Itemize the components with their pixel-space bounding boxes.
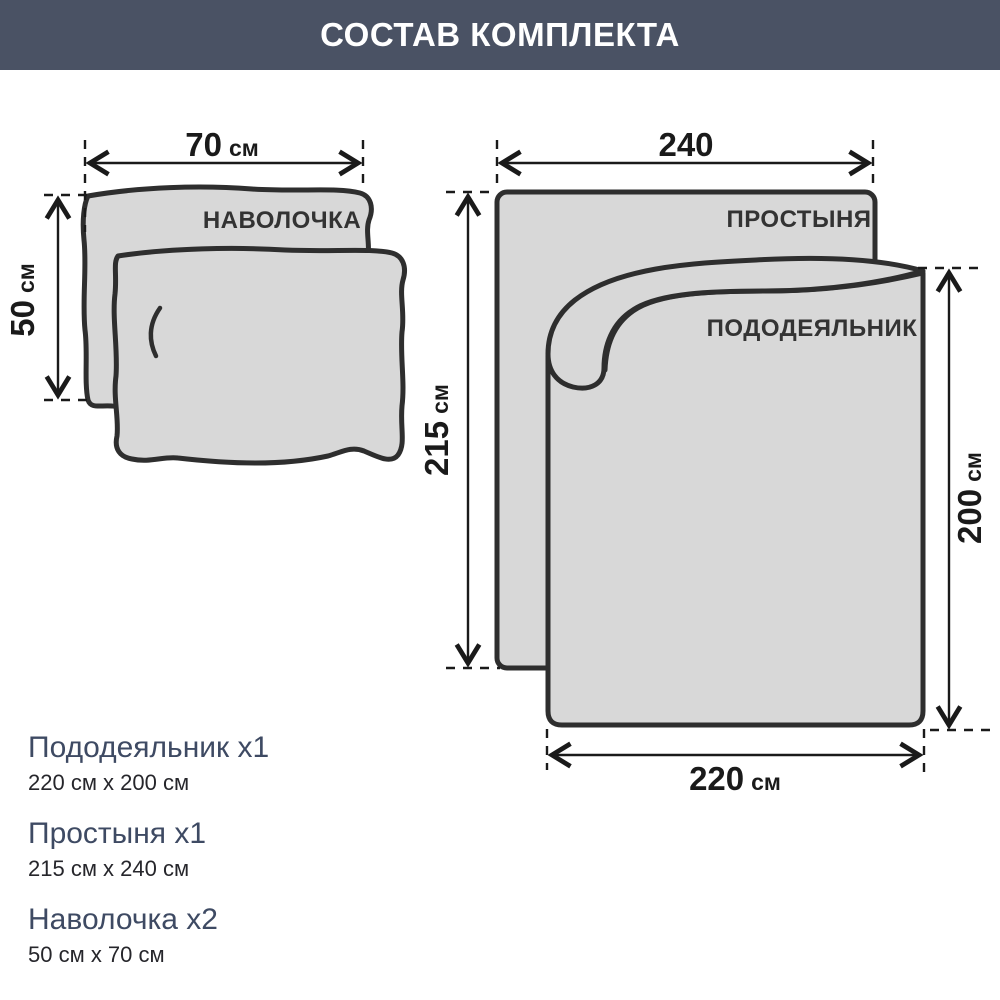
legend-item-name: Наволочка x2 xyxy=(28,903,218,936)
legend-item-size: 220 см x 200 см xyxy=(28,770,190,795)
legend-item-name: Простыня x1 xyxy=(28,817,207,850)
duvet-height-dimension xyxy=(918,268,993,730)
sheet-label: ПРОСТЫНЯ xyxy=(726,206,872,233)
pillow-height-value: 50см xyxy=(4,263,41,337)
duvet-width-value: 220 см xyxy=(689,760,781,797)
duvet-group xyxy=(548,258,923,725)
sheet-width-value: 240 xyxy=(658,126,714,163)
legend-item-duvet xyxy=(28,730,269,797)
sheet-height-dimension xyxy=(418,192,500,668)
sheet-width-dimension xyxy=(497,126,873,186)
duvet-label: ПОДОДЕЯЛЬНИК xyxy=(706,315,918,342)
pillowcase-label: НАВОЛОЧКА xyxy=(202,207,362,234)
legend-item-size: 215 см x 240 см xyxy=(28,856,190,881)
pillow-height-dimension xyxy=(4,195,93,400)
legend-item-sheet xyxy=(28,816,269,883)
legend-item-size: 50 см x 70 см xyxy=(28,942,165,967)
duvet-height-value: 200см xyxy=(951,452,988,544)
page-title: СОСТАВ КОМПЛЕКТА xyxy=(320,16,680,53)
legend-item-pillowcase xyxy=(28,902,269,969)
sheet-height-value: 215см xyxy=(418,384,455,476)
legend-list xyxy=(28,730,269,988)
legend-item-name: Пододеяльник x1 xyxy=(28,731,270,764)
duvet-width-dimension xyxy=(547,729,924,797)
pillow-width-value: 70 см xyxy=(185,126,259,163)
pillows-group xyxy=(83,187,404,463)
